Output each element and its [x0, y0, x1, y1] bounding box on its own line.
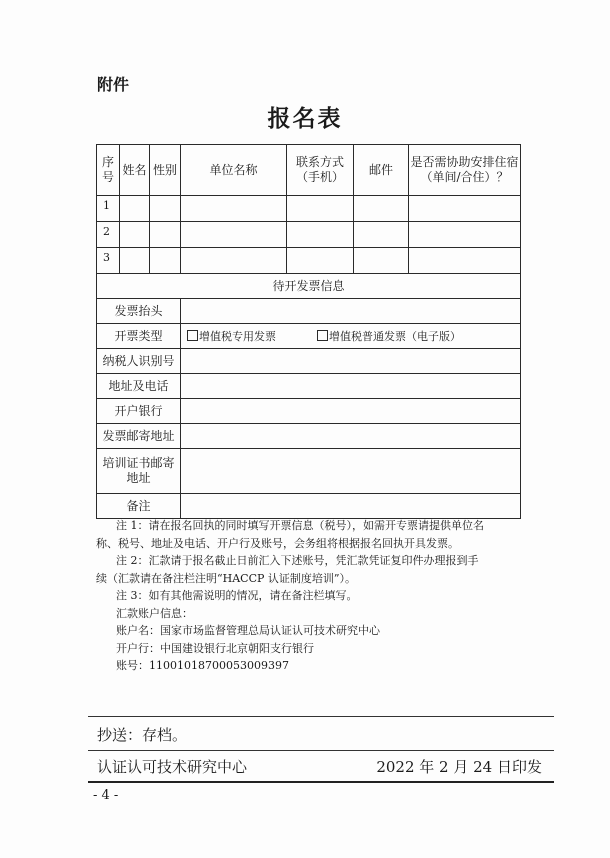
row-index: 3	[97, 248, 120, 274]
certificate-mail-address-field[interactable]	[181, 449, 521, 494]
special-invoice-label: 增值税专用发票	[199, 329, 276, 343]
issue-date: 2022 年 2 月 24 日印发	[376, 758, 542, 776]
contact-cell[interactable]	[287, 248, 354, 274]
account-name: 账户名：国家市场监督管理总局认证认可技术研究中心	[116, 624, 380, 637]
remark-label: 备注	[97, 494, 181, 519]
issuer: 认证认可技术研究中心	[97, 758, 248, 776]
invoice-type-label: 开票类型	[97, 324, 181, 349]
name-cell[interactable]	[120, 222, 150, 248]
address-phone-label: 地址及电话	[97, 374, 181, 399]
address-phone-field[interactable]	[181, 374, 521, 399]
table-row	[97, 196, 521, 222]
attachment-label: 附件	[97, 75, 130, 94]
notes-section	[96, 517, 526, 675]
checkbox-icon	[187, 330, 198, 341]
page-number: - 4 -	[93, 788, 119, 803]
certificate-mail-address-label	[97, 449, 181, 494]
registration-table	[96, 144, 521, 519]
name-cell[interactable]	[120, 248, 150, 274]
invoice-mail-address-label: 发票邮寄地址	[97, 424, 181, 449]
header-index: 序号	[97, 145, 120, 196]
contact-cell[interactable]	[287, 222, 354, 248]
tax-id-field[interactable]	[181, 349, 521, 374]
note-2-line-2: 续（汇款请在备注栏注明“HACCP 认证制度培训”）。	[96, 571, 357, 585]
organization-cell[interactable]	[181, 248, 287, 274]
invoice-section-header: 待开发票信息	[97, 274, 521, 299]
gender-cell[interactable]	[150, 222, 181, 248]
note-2-line-1: 注 2：汇款请于报名截止日前汇入下述账号，凭汇款凭证复印件办理报到手	[116, 554, 479, 567]
header-accommodation: 是否需协助安排住宿（单间/合住）？	[409, 145, 521, 196]
invoice-mail-address-field[interactable]	[181, 424, 521, 449]
email-cell[interactable]	[354, 248, 409, 274]
name-cell[interactable]	[120, 196, 150, 222]
organization-cell[interactable]	[181, 196, 287, 222]
accommodation-cell[interactable]	[409, 248, 521, 274]
header-name: 姓名	[120, 145, 150, 196]
special-invoice-checkbox[interactable]	[187, 330, 276, 343]
bank-label: 开户银行	[97, 399, 181, 424]
bank-field[interactable]	[181, 399, 521, 424]
form-title: 报名表	[267, 105, 343, 132]
row-index: 1	[97, 196, 120, 222]
gender-cell[interactable]	[150, 196, 181, 222]
table-row	[97, 222, 521, 248]
divider	[88, 716, 554, 717]
invoice-type-options	[181, 324, 521, 349]
organization-cell[interactable]	[181, 222, 287, 248]
accommodation-cell[interactable]	[409, 222, 521, 248]
gender-cell[interactable]	[150, 248, 181, 274]
row-index: 2	[97, 222, 120, 248]
note-3: 注 3：如有其他需说明的情况，请在备注栏填写。	[116, 589, 358, 602]
account-number: 账号：11001018700053009397	[116, 659, 289, 672]
certificate-mail-label-line1: 培训证书邮寄	[102, 456, 175, 470]
note-1-line-1: 注 1：请在报名回执的同时填写开票信息（税号），如需开专票请提供单位名	[116, 519, 484, 532]
contact-cell[interactable]	[287, 196, 354, 222]
email-cell[interactable]	[354, 222, 409, 248]
divider	[88, 750, 554, 751]
invoice-title-field[interactable]	[181, 299, 521, 324]
account-bank: 开户行：中国建设银行北京朝阳支行银行	[116, 641, 314, 655]
note-1-line-2: 称、税号、地址及电话、开户行及账号，会务组将根据报名回执开具发票。	[96, 536, 459, 550]
certificate-mail-label-line2: 地址	[126, 471, 151, 485]
account-info-title: 汇款账户信息：	[116, 606, 193, 620]
checkbox-icon	[317, 330, 328, 341]
header-organization: 单位名称	[181, 145, 287, 196]
email-cell[interactable]	[354, 196, 409, 222]
header-gender: 性别	[150, 145, 181, 196]
divider	[88, 781, 554, 783]
normal-invoice-checkbox[interactable]	[317, 330, 461, 343]
invoice-title-label: 发票抬头	[97, 299, 181, 324]
accommodation-cell[interactable]	[409, 196, 521, 222]
header-contact: 联系方式（手机）	[287, 145, 354, 196]
table-row	[97, 248, 521, 274]
tax-id-label: 纳税人识别号	[97, 349, 181, 374]
normal-invoice-label: 增值税普通发票（电子版）	[329, 329, 461, 343]
header-email: 邮件	[354, 145, 409, 196]
cc-line: 抄送：存档。	[97, 726, 188, 744]
remark-field[interactable]	[181, 494, 521, 519]
